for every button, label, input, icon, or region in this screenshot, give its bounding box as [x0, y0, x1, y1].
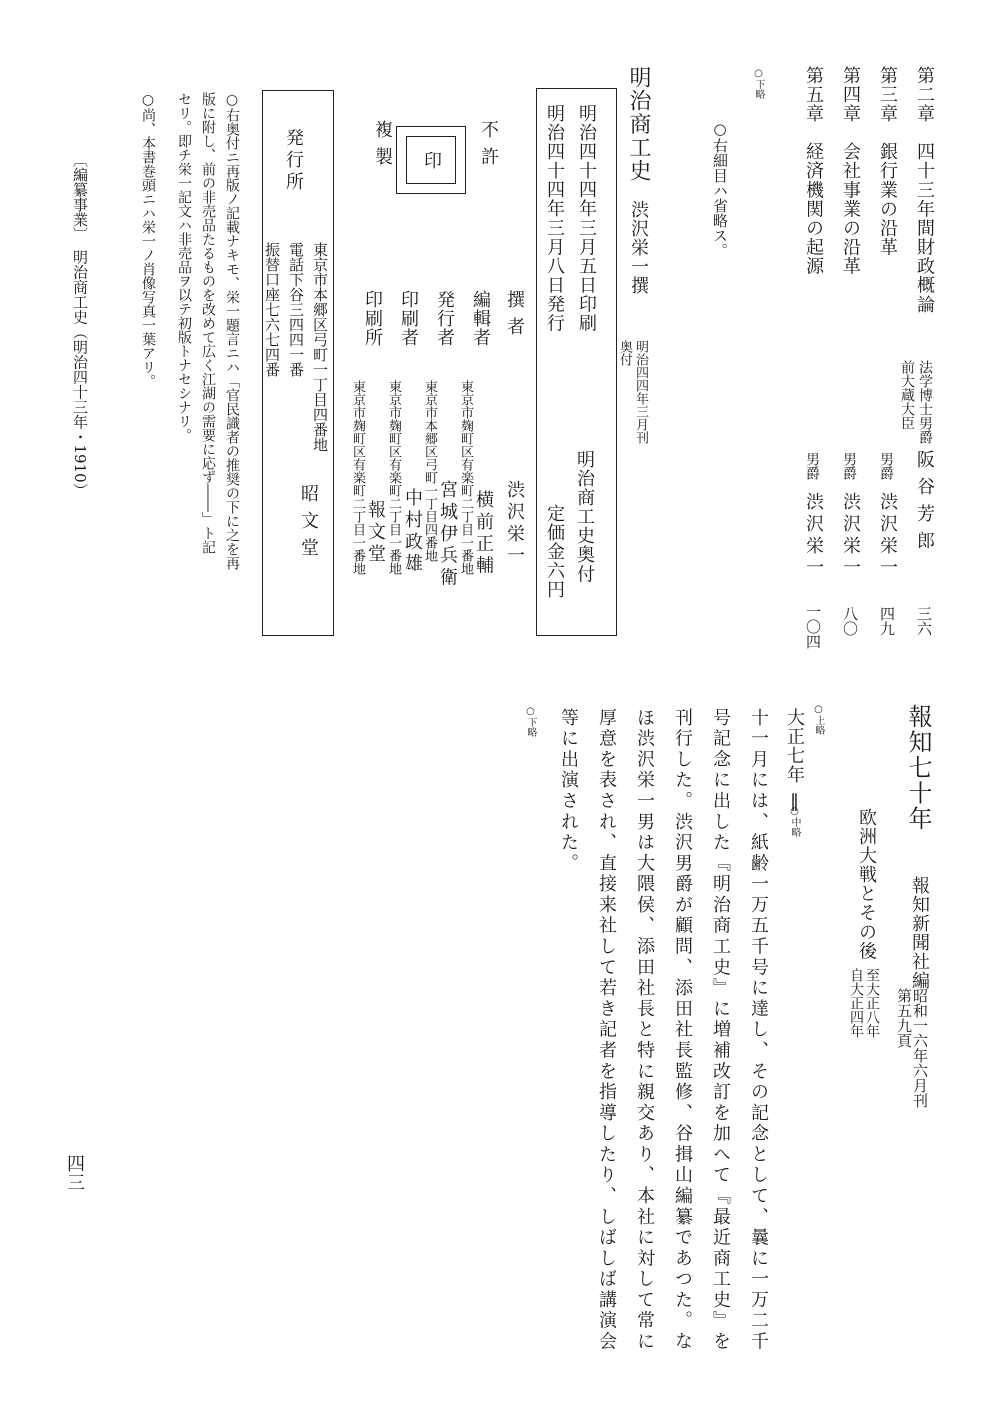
author-title-line1: 前大蔵大臣	[899, 360, 915, 430]
role-name: 横前正輔	[473, 490, 494, 578]
section2-title: 報知七十年	[904, 704, 932, 832]
role-address: 東京市本郷区弓町一丁目四番地	[422, 380, 437, 562]
reprint-note: ○右奥付ニ再版ノ記載ナキモ、栄一題言ニハ「官民識者の推奨の下に之を再	[224, 92, 240, 570]
chapter-author: 阪谷芳郎	[914, 450, 935, 558]
publisher-address: 東京市本郷区弓町一丁目四番地	[311, 242, 329, 452]
body-line: 刊行した。渋沢男爵が顧問、添田社長監修、谷揖山編纂であつた。な	[672, 708, 693, 1353]
section2-editor: 報知新聞社編	[909, 876, 930, 991]
issue-date: 明治四十四年三月八日発行	[544, 104, 565, 333]
role-name: 渋沢栄一	[504, 480, 525, 568]
body-line: 等に出演された。	[558, 708, 579, 875]
chapter-title: 第三章 銀行業の沿革	[877, 66, 898, 257]
page-number: 四三	[64, 1154, 85, 1193]
baron-label: 男爵	[878, 452, 894, 480]
role-name: 宮城伊兵衛	[437, 480, 458, 590]
reprint-note: セリ。即チ栄一記文ハ非売品ヲ以テ初版トナセシナリ。	[176, 92, 192, 442]
no-copy-label: 不許	[478, 120, 499, 174]
chapter-title: 第二章 四十三年間財政概論	[914, 66, 935, 315]
price: 定価金六円	[544, 504, 565, 600]
chapter-author: 渋沢栄一	[840, 492, 861, 580]
role-address: 東京市麹町区有楽町二丁目一番地	[350, 380, 365, 575]
portrait-note: ○尚、本書巻頭ニハ栄一ノ肖像写真一葉アリ。	[140, 92, 156, 388]
role-label: 印刷所	[362, 290, 383, 348]
no-copy-label: 複製	[372, 120, 393, 174]
publisher-phone: 電話下谷三四四一番	[287, 242, 305, 377]
chapter-page: 三六	[915, 606, 933, 636]
book-title: 明治商工史	[626, 66, 651, 183]
role-address: 東京市麹町区有楽町二丁目一番地	[386, 380, 401, 575]
section2-range: 自大正四年	[848, 968, 864, 1038]
okuzuke-label: 奥付	[617, 340, 632, 366]
section2-pub-date: 昭和一六年六月刊	[911, 988, 929, 1108]
chapter-author: 渋沢栄一	[803, 492, 824, 580]
reprint-note: 版に附し、前の非売品たるものを改めて広く江湖の需要に応ず――」ト記	[200, 92, 216, 554]
year-line: 大正七年 ‖	[784, 708, 805, 814]
role-address: 東京市麹町区有楽町二丁目一番地	[458, 380, 473, 575]
publisher-transfer: 振替口座七六七四番	[263, 242, 281, 377]
source-caption: 〔編纂事業〕 明治商工史（明治四十三年・1910）	[71, 152, 89, 498]
seal-char: 印	[421, 151, 442, 169]
body-line: 十一月には、紙齢一万五千号に達し、その記念として、曩に一万二千	[748, 708, 769, 1353]
okuzuke-date: 明治四四年三月刊	[633, 340, 648, 444]
chapter-page: 八〇	[841, 606, 859, 636]
section2-subtitle: 欧洲大戦とその後	[856, 808, 877, 961]
upper-omit-note: ○上略	[813, 704, 824, 735]
chapter-title: 第四章 会社事業の沿革	[840, 66, 861, 276]
section2-range: 至大正八年	[864, 968, 880, 1038]
author-title-line2: 法学博士男爵	[917, 360, 933, 444]
body-line: 号記念に出した『明治商工史』に増補改訂を加へて『最近商工史』を	[710, 708, 731, 1353]
role-name: 報文堂	[365, 500, 386, 566]
role-label: 発行者	[434, 290, 455, 348]
body-line: ほ渋沢栄一男は大隈侯、添田社長と特に親交あり、本社に対して常に	[634, 708, 655, 1353]
baron-label: 男爵	[841, 452, 857, 480]
omit-note: ○右細目ハ省略ス。	[711, 120, 729, 258]
publisher-label: 発行所	[283, 128, 304, 194]
middle-omit-note: ○中略	[789, 806, 800, 837]
role-label: 印刷者	[398, 290, 419, 348]
role-label: 編輯者	[470, 290, 491, 348]
chapter-page: 四九	[878, 606, 896, 636]
chapter-author: 渋沢栄一	[877, 492, 898, 580]
lower-omit-note: ○下略	[753, 68, 764, 99]
lower-omit-note: ○下略	[525, 706, 536, 737]
publisher-name: 昭文堂	[298, 484, 319, 565]
print-date: 明治四十四年三月五日印刷	[576, 104, 597, 333]
colophon-header-title: 明治商工史奥付	[574, 450, 595, 584]
role-label: 撰者	[504, 290, 525, 344]
chapter-title: 第五章 経済機関の起源	[803, 66, 824, 276]
role-name: 中村政雄	[402, 488, 423, 576]
body-line: 厚意を表され、直接来社して若き記者を指導したり、しばしば講演会	[596, 708, 617, 1353]
section2-page: 第五九頁	[895, 988, 913, 1048]
baron-label: 男爵	[804, 452, 820, 480]
book-author: 渋沢栄一撰	[628, 200, 649, 296]
chapter-page: 一〇四	[804, 604, 822, 649]
